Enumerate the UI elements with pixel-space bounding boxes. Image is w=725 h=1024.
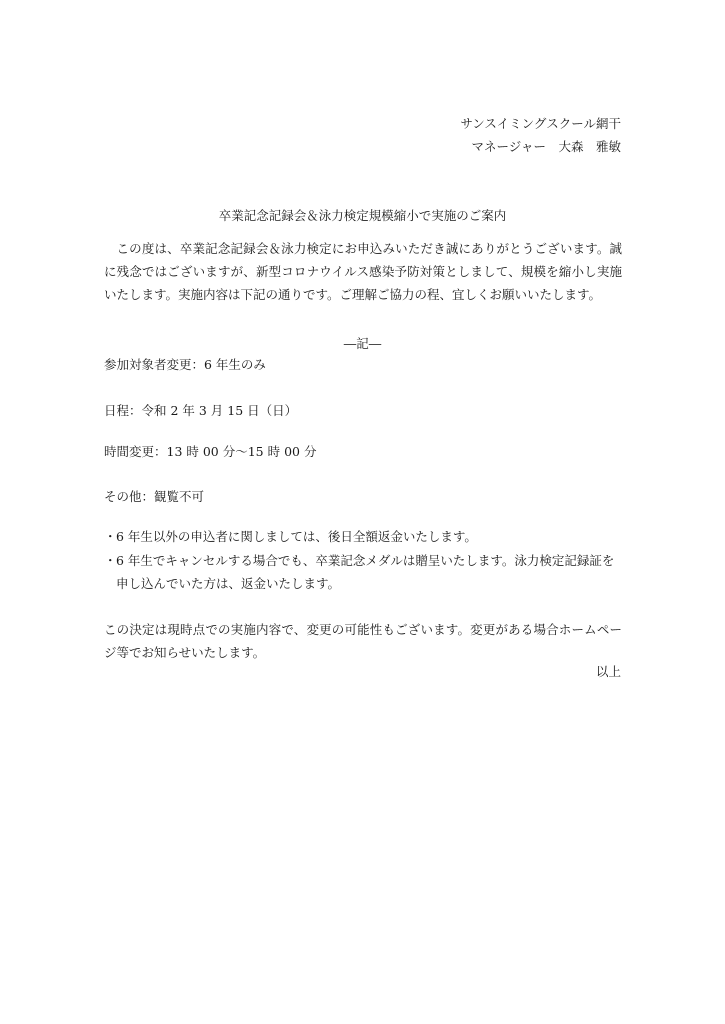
document-title: 卒業記念記録会＆泳力検定規模縮小で実施のご案内 — [218, 208, 507, 223]
sender-name: マネージャー 大森 雅敏 — [471, 139, 621, 154]
bullet-mark: ・ — [104, 529, 117, 544]
note-text: 6 年生でキャンセルする場合でも、卒業記念メダルは贈呈いたします。泳力検定記録証を申し込んでいた方は、返金いたします。 — [116, 553, 615, 591]
detail-date: 日程：令和 2 年 3 月 15 日（日） — [104, 403, 298, 418]
closing-paragraph: この決定は現時点での実施内容で、変更の可能性もございます。変更がある場合ホームページ等でお知らせいたします。 — [104, 622, 622, 660]
note-item — [104, 549, 622, 595]
intro-paragraph: この度は、卒業記念記録会＆泳力検定にお申込みいただき誠にありがとうございます。誠に残念ではございますが、新型コロナウイルス感染予防対策としまして、規模を縮小し実施いたします。実施内容は下記の通りです。ご理解ご協力の程、宜しくお願いいたします。 — [104, 241, 622, 302]
detail-other: その他：観覧不可 — [104, 489, 205, 504]
detail-participants: 参加対象者変更：6 年生のみ — [104, 357, 266, 372]
note-text: 6 年生以外の申込者に関しましては、後日全額返金いたします。 — [116, 529, 477, 544]
organization-name: サンスイミングスクール網干 — [460, 116, 621, 131]
bullet-mark: ・ — [104, 553, 117, 568]
end-mark: 以上 — [595, 664, 621, 679]
ki-heading: ―記― — [343, 336, 382, 351]
note-item — [104, 525, 622, 548]
detail-time: 時間変更：13 時 00 分～15 時 00 分 — [104, 444, 317, 459]
